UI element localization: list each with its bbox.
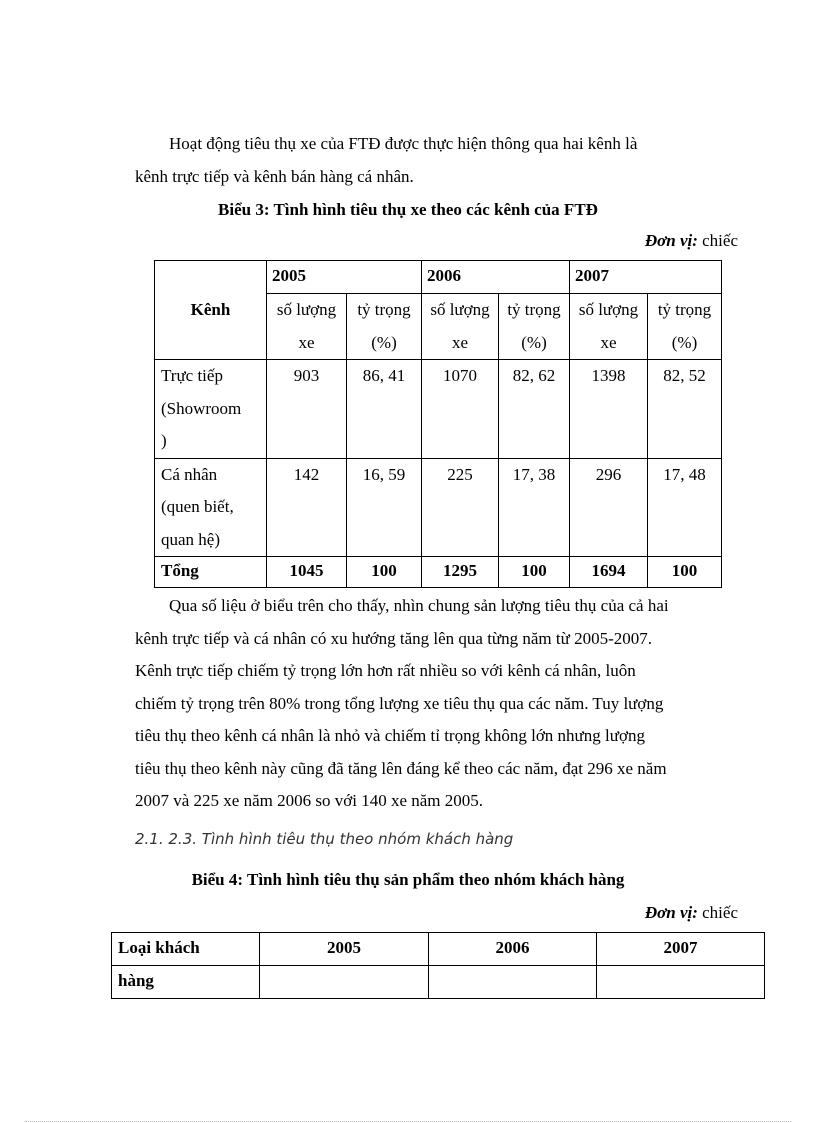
table-row bbox=[155, 458, 722, 557]
table-cell: 1070 bbox=[422, 360, 499, 459]
subheader-share: tỷ trọng (%) bbox=[347, 294, 422, 360]
analysis-line: 2007 và 225 xe năm 2006 so với 140 xe năm 2005. bbox=[135, 791, 484, 810]
table3-title: Biểu 3: Tình hình tiêu thụ xe theo các kênh của FTĐ bbox=[218, 200, 598, 219]
table-cell: 100 bbox=[499, 557, 570, 588]
table4-unit-value: chiếc bbox=[702, 903, 738, 922]
row-name-direct: Trực tiếp (Showroom ) bbox=[155, 360, 267, 459]
subheader-quantity: số lượng xe bbox=[267, 294, 347, 360]
year-header-2007: 2007 bbox=[570, 261, 722, 294]
sales-by-channel-table bbox=[154, 260, 722, 588]
table3-unit bbox=[645, 231, 738, 251]
sales-by-customer-group-table bbox=[111, 932, 765, 999]
subheader-share: tỷ trọng (%) bbox=[648, 294, 722, 360]
year-header-2007: 2007 bbox=[597, 933, 765, 966]
analysis-line: kênh trực tiếp và cá nhân có xu hướng tăng lên qua từng năm từ 2005-2007. bbox=[135, 628, 652, 648]
total-label: Tổng bbox=[155, 557, 267, 588]
table-cell: 142 bbox=[267, 458, 347, 557]
analysis-line: tiêu thụ theo kênh này cũng đã tăng lên đáng kể theo các năm, đạt 296 xe năm bbox=[135, 758, 667, 778]
table-cell: 100 bbox=[347, 557, 422, 588]
table-cell: 82, 62 bbox=[499, 360, 570, 459]
analysis-line: Kênh trực tiếp chiếm tỷ trọng lớn hơn rất nhiều so với kênh cá nhân, luôn bbox=[135, 661, 636, 680]
table-cell: 1398 bbox=[570, 360, 648, 459]
table-cell: 903 bbox=[267, 360, 347, 459]
table-cell bbox=[429, 966, 597, 999]
table3-unit-label: Đơn vị: bbox=[644, 231, 698, 250]
table-cell: 1295 bbox=[422, 557, 499, 588]
table-header-row bbox=[112, 933, 765, 966]
intro-line-1: Hoạt động tiêu thụ xe của FTĐ được thực hiện thông qua hai kênh là bbox=[169, 134, 638, 153]
subheader-quantity: số lượng xe bbox=[422, 294, 499, 360]
table-cell: 17, 48 bbox=[648, 458, 722, 557]
section-heading: 2.1. 2.3. Tình hình tiêu thụ theo nhóm khách hàng bbox=[135, 830, 514, 848]
table4-unit bbox=[645, 903, 738, 923]
subheader-quantity: số lượng xe bbox=[570, 294, 648, 360]
intro-paragraph bbox=[135, 128, 738, 193]
table-cell bbox=[597, 966, 765, 999]
table-cell: 82, 52 bbox=[648, 360, 722, 459]
table-row bbox=[155, 360, 722, 459]
table3-unit-value: chiếc bbox=[702, 231, 738, 250]
table-cell: 296 bbox=[570, 458, 648, 557]
table-cell: 225 bbox=[422, 458, 499, 557]
table-total-row bbox=[155, 557, 722, 588]
analysis-paragraph bbox=[135, 590, 738, 818]
customer-type-header: Loại khách bbox=[112, 933, 260, 966]
year-header-2005: 2005 bbox=[267, 261, 422, 294]
analysis-line: Qua số liệu ở biểu trên cho thấy, nhìn chung sản lượng tiêu thụ của cả hai bbox=[169, 596, 669, 615]
analysis-line: chiếm tỷ trọng trên 80% trong tổng lượng xe tiêu thụ qua các năm. Tuy lượng bbox=[135, 693, 664, 713]
intro-line-2: kênh trực tiếp và kênh bán hàng cá nhân. bbox=[135, 166, 414, 186]
channel-header: Kênh bbox=[155, 261, 267, 360]
table-cell: 16, 59 bbox=[347, 458, 422, 557]
table-cell: 1045 bbox=[267, 557, 347, 588]
table-header-row bbox=[155, 261, 722, 294]
table4-title: Biểu 4: Tình hình tiêu thụ sản phẩm theo nhóm khách hàng bbox=[191, 870, 625, 889]
analysis-line: tiêu thụ theo kênh cá nhân là nhỏ và chiếm tỉ trọng không lớn nhưng lượng bbox=[135, 726, 645, 745]
table-cell bbox=[260, 966, 429, 999]
table-row bbox=[112, 966, 765, 999]
customer-type-header-cont: hàng bbox=[112, 966, 260, 999]
page-bottom-divider bbox=[25, 1121, 791, 1122]
year-header-2006: 2006 bbox=[429, 933, 597, 966]
row-name-personal: Cá nhân (quen biết, quan hệ) bbox=[155, 458, 267, 557]
table4-unit-label: Đơn vị: bbox=[644, 903, 698, 922]
year-header-2006: 2006 bbox=[422, 261, 570, 294]
table-cell: 1694 bbox=[570, 557, 648, 588]
table-cell: 86, 41 bbox=[347, 360, 422, 459]
table-cell: 100 bbox=[648, 557, 722, 588]
table-cell: 17, 38 bbox=[499, 458, 570, 557]
subheader-share: tỷ trọng (%) bbox=[499, 294, 570, 360]
year-header-2005: 2005 bbox=[260, 933, 429, 966]
